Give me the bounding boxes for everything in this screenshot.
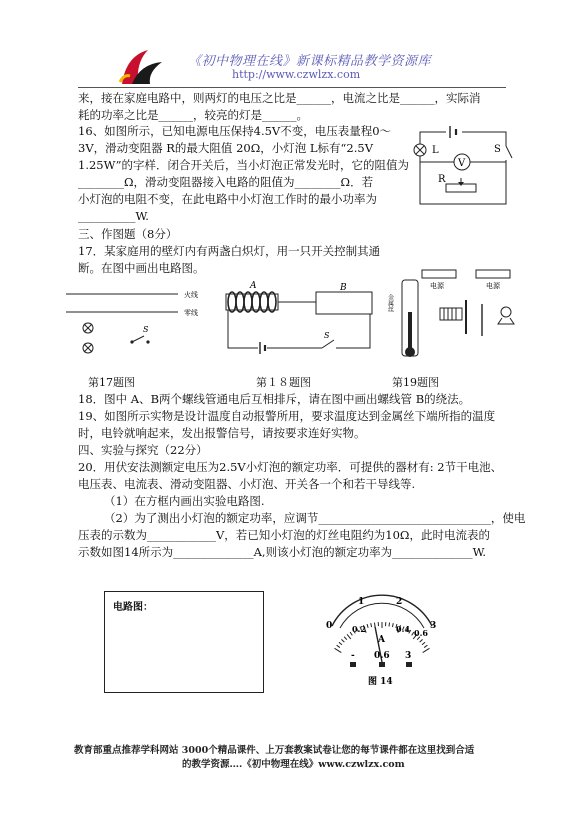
fig18-switch-label: S <box>324 331 330 340</box>
meter-tick <box>347 634 351 639</box>
section4-heading: 四、实验与探究（22分） <box>78 443 208 457</box>
circuit-diagram-box[interactable] <box>104 591 264 693</box>
q17-line2: 断。在图中画出电路图。 <box>78 261 205 275</box>
caption-fig17: 第17题图 <box>88 376 135 389</box>
fig17-neutral-wire-label: 零线 <box>184 309 198 317</box>
terminal-label-0.6: 0.6 <box>374 651 390 661</box>
meter-scale-2: 2 <box>396 597 403 607</box>
meter-tick <box>374 623 375 627</box>
meter-tick <box>371 623 372 627</box>
fig19-metal-wire-label: 金属丝 <box>386 294 394 312</box>
meter-inner-0.4: 0.4 <box>396 624 410 634</box>
meter-tick <box>389 623 390 627</box>
q16-line1: 16、如图所示，已知电源电压保持4.5V不变，电压表量程0～ <box>78 124 392 138</box>
q16-line4: ________Ω，滑动变阻器接入电路的阻值为________Ω．若 <box>78 175 374 189</box>
ammeter-figure-14 <box>318 592 448 692</box>
fig18-B-label: B <box>340 283 347 293</box>
fig18-solenoid-figure <box>220 278 380 362</box>
meter-tick <box>341 639 344 642</box>
caption-fig19: 第19题图 <box>392 376 439 389</box>
q16-line6: __________W. <box>78 209 149 223</box>
header-divider <box>78 87 506 88</box>
q16-circuit-figure <box>406 122 516 214</box>
meter-tick <box>339 642 342 645</box>
meter-tick <box>344 637 347 640</box>
q20-line6: 示数如图14所示为______________A,则该小灯泡的额定功率为______________W. <box>78 545 487 559</box>
q15-line2: 耗的功率之比是______，较亮的灯是______。 <box>78 108 308 122</box>
q16-line3: 1.25W”的字样．闭合开关后，当小灯泡正常发光时，它的阻值为 <box>78 158 410 172</box>
site-title: 《初中物理在线》新课标精品教学资源库 <box>188 54 432 69</box>
q20-line2: 电压表、电流表、滑动变阻器、小灯泡、开关各一个和若干导线等. <box>78 477 416 491</box>
q18-text: 18．图中 A、B两个螺线管通电后互相排斥，请在图中画出螺线管 B的绕法。 <box>78 392 471 406</box>
section3-heading: 三、作图题（8分） <box>78 227 178 241</box>
meter-tick <box>424 645 427 647</box>
meter-tick <box>392 623 393 627</box>
fig16-R-label: R <box>438 174 446 185</box>
q16-line5: 小灯泡的电阻不变，在此电路中小灯泡工作时的最小功率为 <box>78 192 377 206</box>
fig16-L-label: L <box>432 145 439 156</box>
fig16-S-label: S <box>494 144 501 155</box>
meter-scale-1: 1 <box>358 597 365 607</box>
terminal-0.6 <box>379 662 385 667</box>
fig18-A-label: A <box>250 281 257 291</box>
q19-line2: 时，电铃就响起来，发出报警信号，请按要求连好实物。 <box>78 426 366 440</box>
meter-caption: 图 14 <box>368 677 393 687</box>
q20-line3: （1）在方框内画出实验电路图. <box>104 494 265 508</box>
site-url[interactable]: http://www.czwlzx.com <box>232 68 361 81</box>
circuit-box-label: 电路图： <box>113 602 153 613</box>
fig19-power-left-label: 电源 <box>430 282 444 290</box>
footer-line1: 教育部重点推荐学科网站 3000个精品课件、上万套教案试卷让您的每节课件都在这里找到合适 <box>74 745 475 756</box>
meter-tick <box>420 639 423 642</box>
q16-line2: 3V，滑动变阻器 R的最大阻值 20Ω，小灯泡 L标有“2.5V <box>78 141 374 155</box>
meter-unit-label: A <box>378 635 385 645</box>
fig19-power-right-label: 电源 <box>486 282 500 290</box>
meter-inner-0.6: 0.6 <box>414 628 428 638</box>
meter-tick <box>335 648 342 652</box>
meter-scale-3: 3 <box>430 621 437 631</box>
fig17-live-wire-label: 火线 <box>184 291 198 299</box>
fig19-alarm-figure <box>386 264 526 368</box>
site-logo <box>118 44 164 86</box>
q20-line4: （2）为了测出小灯泡的额定功率，应调节______________________________，使电 <box>104 511 526 525</box>
q19-line1: 19、如图所示实物是设计温度自动报警所用，要求温度达到金属丝下端所指的温度 <box>78 409 496 423</box>
fig17-wall-lamp-figure <box>60 284 220 364</box>
meter-tick <box>337 645 340 647</box>
meter-tick <box>367 624 368 628</box>
meter-inner-0.2: 0.2 <box>352 624 366 634</box>
caption-fig18: 第１８题图 <box>256 376 311 389</box>
meter-scale-0: 0 <box>326 621 333 631</box>
footer-line2: 的教学资源….《初中物理在线》www.czwlzx.com <box>182 759 405 770</box>
terminal-label-neg: - <box>351 651 355 661</box>
q15-line1: 来，接在家庭电路中，则两灯的电压之比是______，电流之比是______，实际消 <box>78 91 481 105</box>
terminal-negative <box>350 662 356 667</box>
fig17-switch-label: S <box>143 325 149 334</box>
terminal-3 <box>406 662 412 667</box>
q20-line5: 压表的示数为____________V，若已知小灯泡的灯丝电阻约为10Ω，此时电流表的 <box>78 528 490 542</box>
meter-tick <box>423 648 430 652</box>
q17-line1: 17．某家庭用的壁灯内有两盏白炽灯，用一只开关控制其通 <box>78 244 381 258</box>
q20-line1: 20．用伏安法测额定电压为2.5V小灯泡的额定功率．可提供的器材有: 2节干电池、 <box>78 460 503 474</box>
fig16-V-label: V <box>458 158 466 169</box>
terminal-label-3: 3 <box>405 651 412 661</box>
meter-tick <box>422 642 425 645</box>
